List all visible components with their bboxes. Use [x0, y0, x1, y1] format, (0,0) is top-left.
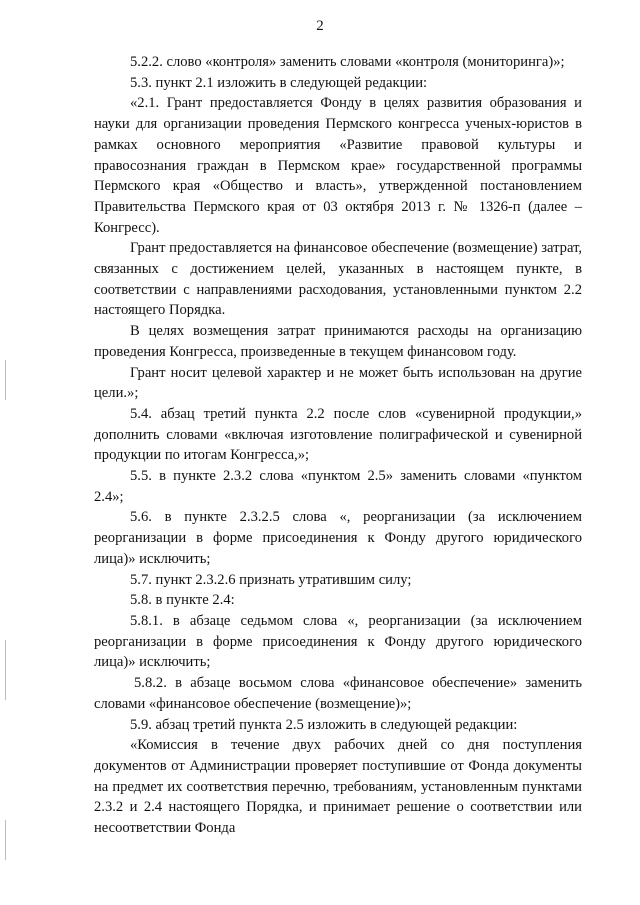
paragraph: «Комиссия в течение двух рабочих дней со дня поступления документов от Администрации проверяет поступившие от Фонда документы на предмет их соответствия перечню, требованиям, установленным пунктами 2.3.2 и 2.4 настоящего Порядка, и принимает решение о соответствии или несоответствии Фонда [94, 737, 582, 837]
paragraph: 5.7. пункт 2.3.2.6 признать утратившим силу; [130, 571, 412, 588]
paragraph: В целях возмещения затрат принимаются расходы на организацию проведения Конгресса, произведенные в текущем финансовом году. [94, 323, 582, 360]
paragraph: 5.3. пункт 2.1 изложить в следующей редакции: [130, 74, 428, 91]
paragraph: 5.6. в пункте 2.3.2.5 слова «, реорганизации (за исключением реорганизации в форме присоединения к Фонду другого юридического лица)» исключить; [94, 509, 582, 567]
paragraph: Грант предоставляется на финансовое обеспечение (возмещение) затрат, связанных с достижением целей, указанных в настоящем пункте, в соответствии с направлениями расходования, установленными пунктом 2.2 настоящего Порядка. [94, 240, 582, 319]
paragraph: 5.8.1. в абзаце седьмом слова «, реорганизации (за исключением реорганизации в форме присоединения к Фонду другого юридического лица)» исключить; [94, 612, 582, 671]
paragraph: 5.8.2. в абзаце восьмом слова «финансовое обеспечение» заменить словами «финансовое обеспечение (возмещение)»; [94, 675, 582, 712]
paragraph: 5.8. в пункте 2.4: [130, 592, 235, 609]
paragraph: Грант носит целевой характер и не может быть использован на другие цели.»; [94, 364, 582, 402]
paragraph: 5.9. абзац третий пункта 2.5 изложить в следующей редакции: [130, 716, 518, 733]
scan-margin-line [5, 360, 6, 400]
document-body [94, 52, 582, 839]
paragraph: 5.5. в пункте 2.3.2 слова «пунктом 2.5» заменить словами «пунктом 2.4»; [94, 468, 582, 505]
page-number: 2 [316, 18, 324, 34]
paragraph: 5.4. абзац третий пункта 2.2 после слов «сувенирной продукции,» дополнить словами «включая изготовление полиграфической и сувенирной продукции по итогам Конгресса,»; [94, 405, 582, 464]
scan-margin-line [5, 640, 6, 700]
paragraph: 5.2.2. слово «контроля» заменить словами «контроля (мониторинга)»; [130, 54, 565, 70]
paragraph: «2.1. Грант предоставляется Фонду в целях развития образования и науки для организации проведения Пермского конгресса ученых-юристов в рамках основного мероприятия «Развитие правовой культуры и правосознания граждан в Пермском крае» государственной программы Пермского края «Общество и власть», утвержденной постановлением Правительства Пермского края от 03 октября 2013 г. № 1326-п (далее – Конгресс). [94, 95, 582, 236]
scan-margin-line [5, 820, 6, 860]
